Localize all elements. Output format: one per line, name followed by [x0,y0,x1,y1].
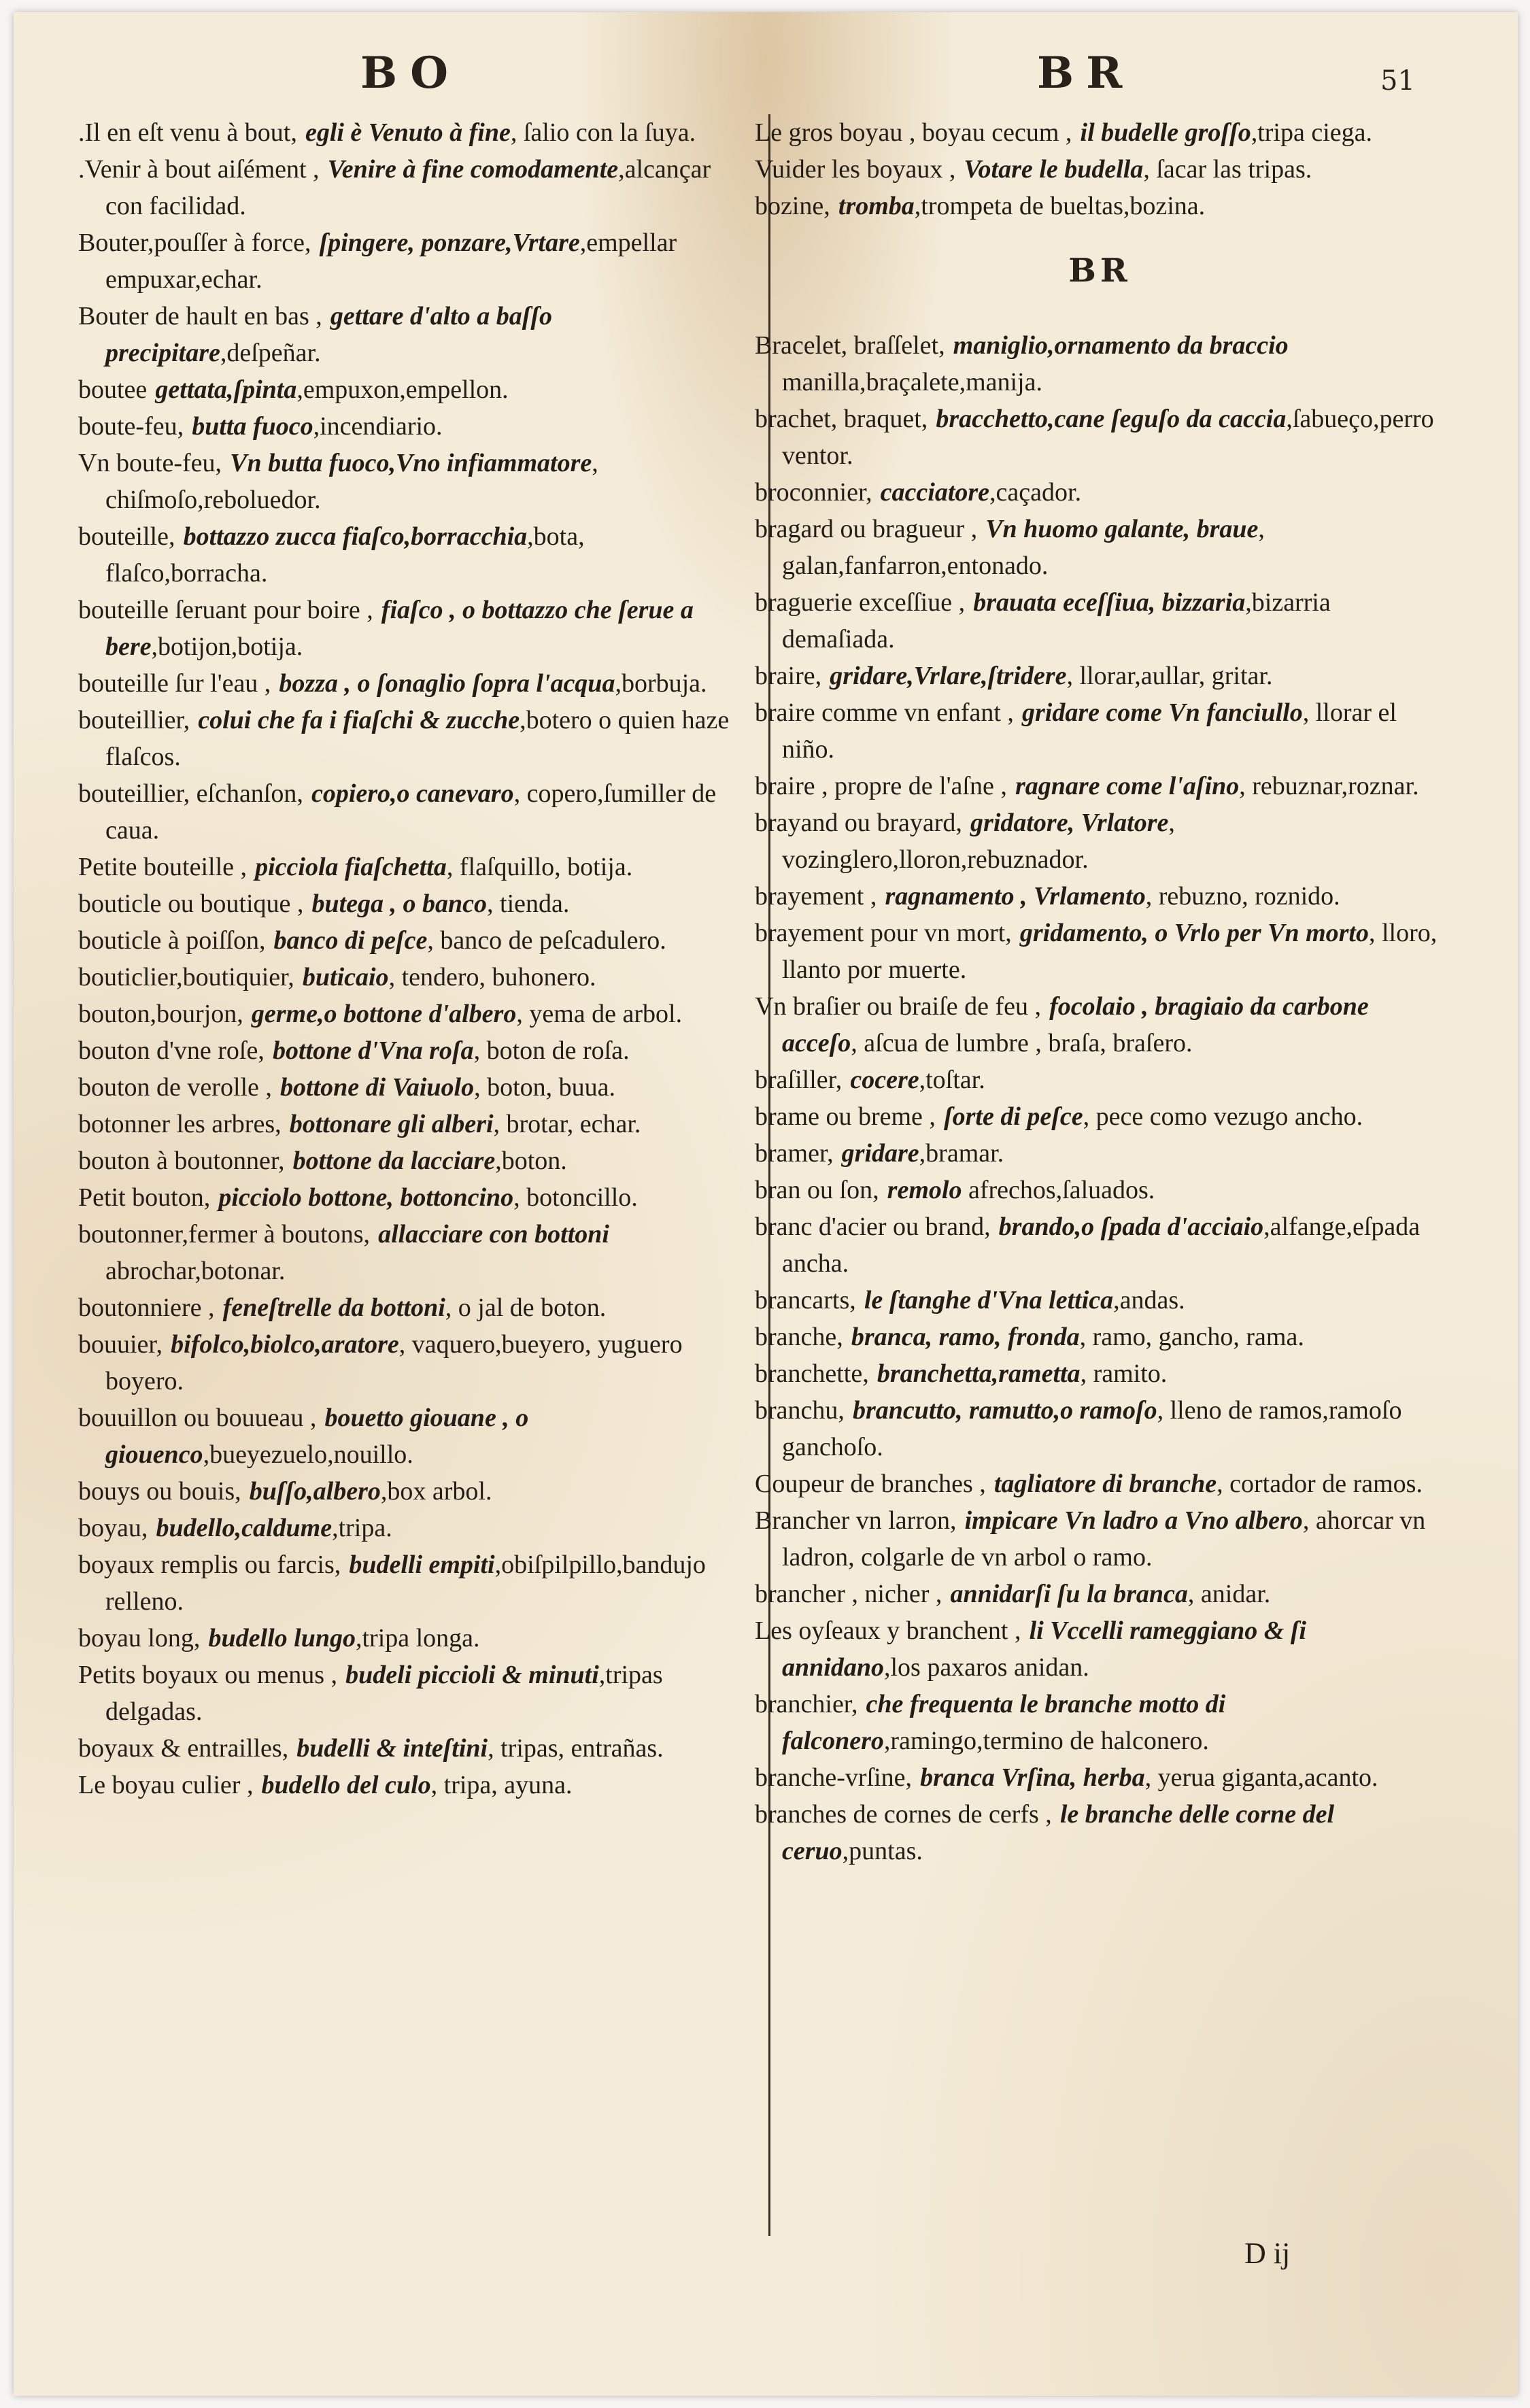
french-headword: boyaux & entrailles, [78,1734,289,1763]
french-headword: boutee [78,375,148,404]
french-headword: Bracelet, braſſelet, [755,331,945,360]
spanish-gloss: manilla,braçalete,manija. [782,368,1042,396]
french-headword: bouticle ou boutique , [78,889,304,918]
french-headword: bouteille ſur l'eau , [78,669,271,698]
dictionary-entry [78,702,731,775]
french-headword: .Il en eſt venu à bout, [78,118,297,147]
italian-gloss: cacciatore [880,478,990,507]
french-headword: bouteille ſeruant pour boire , [78,596,373,624]
spanish-gloss: , flaſquillo, botija. [446,853,633,881]
italian-gloss: maniglio,ornamento da braccio [953,331,1289,360]
dictionary-entry [755,658,1445,694]
spanish-gloss: , brotar, echar. [493,1110,641,1138]
spanish-gloss: ,tripa. [332,1514,392,1542]
spanish-gloss: , boton de roſa. [473,1036,630,1065]
dictionary-entry [78,1510,731,1546]
italian-gloss: bracchetto,cane ſeguſo da caccia [936,405,1287,433]
dictionary-entry [78,1179,731,1216]
spanish-gloss: , ſacar las tripas. [1143,155,1312,184]
dictionary-entry [78,775,731,849]
dictionary-entry [78,445,731,518]
italian-gloss: copiero,o canevaro [311,779,514,808]
italian-gloss: allacciare con bottoni [378,1220,609,1249]
italian-gloss: annidarſi ſu la branca [950,1580,1188,1608]
french-headword: boutonniere , [78,1293,215,1322]
spanish-gloss: , anidar. [1187,1580,1271,1608]
spanish-gloss: abrochar,botonar. [105,1257,286,1285]
french-headword: bouteillier, eſchanſon, [78,779,303,808]
italian-gloss: li Vccelli rameggiano & ſi annidano [782,1616,1306,1682]
italian-gloss: bottone da lacciare [292,1147,496,1175]
dictionary-entry [755,1612,1445,1686]
italian-gloss: butta fuoco [192,412,313,441]
italian-gloss: budelli empiti [349,1550,495,1579]
italian-gloss: il budelle groſſo [1080,118,1251,147]
spanish-gloss: ,andas. [1113,1286,1185,1315]
section-heading: BR [1068,252,1132,290]
italian-gloss: Votare le budella [964,155,1144,184]
spanish-gloss: ,tripa longa. [355,1624,480,1652]
italian-gloss: bottone d'Vna roſa [272,1036,474,1065]
french-headword: bouuillon ou bouueau , [78,1404,317,1432]
french-headword: braire , propre de l'aſne , [755,772,1007,800]
dictionary-entry [755,694,1445,768]
dictionary-entry [78,1546,731,1620]
dictionary-entry [78,885,731,922]
dictionary-entry [755,511,1445,584]
french-headword: bozine, [755,192,830,220]
italian-gloss: gridatore, Vrlatore [970,809,1169,837]
french-headword: bragard ou bragueur , [755,515,978,543]
french-headword: bran ou ſon, [755,1176,879,1204]
italian-gloss: brauata eceſſiua, bizzaria [973,588,1246,617]
dictionary-entry [755,1172,1445,1208]
spanish-gloss: , vaquero,bueyero, yuguero boyero. [105,1330,683,1395]
italian-gloss: budello del culo [261,1771,431,1799]
spanish-gloss: ,tripa ciega. [1251,118,1373,147]
french-headword: brame ou breme , [755,1102,936,1131]
spanish-gloss: ,puntas. [842,1837,923,1865]
dictionary-entry [755,1796,1445,1869]
italian-gloss: bozza , o ſonaglio ſopra l'acqua [279,669,615,698]
italian-gloss: le ſtanghe d'Vna lettica [864,1286,1114,1315]
spanish-gloss: , galan,fanfarron,entonado. [782,515,1265,580]
dictionary-entry [755,1098,1445,1135]
dictionary-entry [755,1135,1445,1172]
dictionary-entry [755,1686,1445,1759]
dictionary-entry [755,1465,1445,1502]
french-headword: bouton à boutonner, [78,1147,285,1175]
italian-gloss: ragnare come l'aſino [1015,772,1240,800]
italian-gloss: budello lungo [208,1624,356,1652]
french-headword: botonner les arbres, [78,1110,282,1138]
french-headword: braſiller, [755,1066,843,1094]
italian-gloss: egli è Venuto à fine [305,118,511,147]
spanish-gloss: , rebuznar,roznar. [1239,772,1419,800]
french-headword: boutonner,fermer à boutons, [78,1220,371,1249]
dictionary-entry [755,768,1445,804]
dictionary-entry [78,151,731,224]
spanish-gloss: ,botijon,botija. [151,632,303,661]
italian-gloss: budelli & inteſtini [296,1734,488,1763]
dictionary-entry [755,1759,1445,1796]
french-headword: bouticle à poiſſon, [78,926,266,955]
dictionary-entry [755,401,1445,474]
dictionary-entry [755,1208,1445,1282]
italian-gloss: branca Vrſina, herba [920,1763,1145,1792]
italian-gloss: bottonare gli alberi [289,1110,494,1138]
dictionary-entry [755,474,1445,511]
dictionary-entry [78,1289,731,1326]
spanish-gloss: afrechos,ſaluados. [962,1176,1155,1204]
spanish-gloss: ,bizarria demaſiada. [782,588,1331,654]
spanish-gloss: , chiſmoſo,reboluedor. [105,449,598,514]
italian-gloss: gridare [841,1139,919,1168]
italian-gloss: Vn huomo galante, braue [985,515,1259,543]
dictionary-entry [78,1473,731,1510]
spanish-gloss: ,incendiario. [313,412,443,441]
italian-gloss: picciolo bottone, bottoncino [218,1183,514,1212]
french-headword: boyau long, [78,1624,201,1652]
dictionary-entry [78,1142,731,1179]
spanish-gloss: ,box arbol. [380,1477,492,1506]
dictionary-entry [755,915,1445,988]
spanish-gloss: , tripas, entrañas. [488,1734,664,1763]
dictionary-entry [755,1282,1445,1319]
spanish-gloss: , vozinglero,lloron,rebuznador. [782,809,1175,874]
dictionary-entry [78,408,731,445]
french-headword: bouticlier,boutiquier, [78,963,294,991]
french-headword: Petit bouton, [78,1183,211,1212]
dictionary-entry [78,1767,731,1803]
italian-gloss: feneſtrelle da bottoni [222,1293,445,1322]
spanish-gloss: , aſcua de lumbre , braſa, braſero. [851,1029,1193,1057]
spanish-gloss: , yema de arbol. [516,1000,683,1028]
page-number: 51 [1380,65,1415,97]
italian-gloss: buticaio [302,963,389,991]
signature-mark: D ij [1244,2237,1291,2270]
italian-gloss: Venire à fine comodamente [327,155,619,184]
spanish-gloss: , boton, buua. [474,1073,616,1102]
spanish-gloss: ,bota, flaſco,borracha. [105,522,585,588]
dictionary-entry [755,804,1445,878]
italian-gloss: tagliatore di branche [993,1470,1217,1498]
italian-gloss: ragnamento , Vrlamento [885,882,1146,911]
italian-gloss: budeli piccioli & minuti [345,1661,599,1689]
french-headword: Les oyſeaux y branchent , [755,1616,1021,1645]
italian-gloss: gettare d'alto a baſſo precipitare [105,302,553,367]
french-headword: Bouter,pouſſer à force, [78,228,311,257]
dictionary-entry [78,959,731,996]
dictionary-entry [755,584,1445,658]
spanish-gloss: ,bueyezuelo,nouillo. [203,1440,413,1469]
dictionary-entry [78,922,731,959]
spanish-gloss: ,empuxon,empellon. [296,375,509,404]
french-headword: braire comme vn enfant , [755,698,1014,727]
spanish-gloss: , banco de peſcadulero. [427,926,666,955]
french-headword: Coupeur de branches , [755,1470,986,1498]
italian-gloss: bouetto giouane , o giouenco [105,1404,529,1469]
italian-gloss: gridamento, o Vrlo per Vn morto [1019,919,1369,947]
french-headword: boute-feu, [78,412,184,441]
dictionary-entry [755,988,1445,1062]
french-headword: bouys ou bouis, [78,1477,241,1506]
right-top-entries [755,114,1445,224]
italian-gloss: gettata,ſpinta [155,375,297,404]
spanish-gloss: , copero,ſumiller de caua. [105,779,717,845]
french-headword: bouton,bourjon, [78,1000,243,1028]
french-headword: Petits boyaux ou menus , [78,1661,338,1689]
french-headword: bramer, [755,1139,834,1168]
dictionary-entry [755,114,1445,151]
running-head-right: BR [1037,48,1135,99]
spanish-gloss: ,botero o quien haze flaſcos. [105,706,730,771]
spanish-gloss: ,alfange,eſpada ancha. [782,1213,1421,1278]
italian-gloss: branca, ramo, fronda [851,1323,1080,1351]
italian-gloss: branchetta,rametta [877,1359,1081,1388]
spanish-gloss: , rebuzno, roznido. [1145,882,1340,911]
dictionary-entry [755,188,1445,224]
french-headword: bouteille, [78,522,175,551]
french-headword: brancher , nicher , [755,1580,942,1608]
dictionary-entry [755,1355,1445,1392]
spanish-gloss: ,alcançar con facilidad. [105,155,711,220]
french-headword: branches de cornes de cerfs , [755,1800,1052,1829]
french-headword: Vn boute-feu, [78,449,222,477]
italian-gloss: bifolco,biolco,aratore [171,1330,399,1359]
italian-gloss: budello,caldume [156,1514,333,1542]
italian-gloss: tromba [838,192,915,220]
italian-gloss: colui che fa i fiaſchi & zucche [198,706,520,734]
dictionary-entry [78,298,731,371]
italian-gloss: ſpingere, ponzare,Vrtare [319,228,580,257]
italian-gloss: che frequenta le branche motto di falconero [782,1690,1226,1755]
french-headword: bouteillier, [78,706,190,734]
dictionary-entry [78,1730,731,1767]
french-headword: bouton de verolle , [78,1073,272,1102]
spanish-gloss: ,los paxaros anidan. [883,1653,1089,1682]
dictionary-entry [78,1106,731,1142]
dictionary-entry [755,1576,1445,1612]
french-headword: branchier, [755,1690,858,1718]
french-headword: boyaux remplis ou farcis, [78,1550,341,1579]
french-headword: Petite bouteille , [78,853,248,881]
dictionary-entry [78,996,731,1032]
french-headword: branche-vrſine, [755,1763,913,1792]
dictionary-entry [78,114,731,151]
french-headword: .Venir à bout aiſément , [78,155,320,184]
italian-gloss: focolaio , bragiaio da carbone acceſo [782,992,1369,1057]
dictionary-entry [78,1032,731,1069]
spanish-gloss: , lloro, llanto por muerte. [782,919,1438,984]
italian-gloss: brando,o ſpada d'acciaio [998,1213,1264,1241]
french-headword: brancarts, [755,1286,856,1315]
italian-gloss: impicare Vn ladro a Vno albero [964,1506,1303,1535]
dictionary-entry [78,224,731,298]
spanish-gloss: ,trompeta de bueltas,bozina. [914,192,1206,220]
italian-gloss: gridare,Vrlare,ſtridere [830,662,1067,690]
french-headword: brachet, braquet, [755,405,928,433]
spanish-gloss: , ramito. [1080,1359,1168,1388]
italian-gloss: Vn butta fuoco,Vno infiammatore [230,449,592,477]
spanish-gloss: , tienda. [487,889,570,918]
spanish-gloss: , pece como vezugo ancho. [1083,1102,1363,1131]
dictionary-entry [755,151,1445,188]
left-column [78,114,731,1803]
dictionary-entry [78,592,731,665]
dictionary-entry [78,1657,731,1730]
spanish-gloss: , lleno de ramos,ramoſo ganchoſo. [782,1396,1402,1461]
right-main-entries [755,327,1445,1869]
dictionary-entry [78,665,731,702]
french-headword: bouuier, [78,1330,163,1359]
spanish-gloss: , llorar,aullar, gritar. [1066,662,1273,690]
french-headword: broconnier, [755,478,872,507]
italian-gloss: fiaſco , o bottazzo che ſerue a bere [105,596,694,661]
french-headword: boyau, [78,1514,148,1542]
spanish-gloss: ,ramingo,termino de halconero. [883,1727,1209,1755]
dictionary-entry [78,1400,731,1473]
italian-gloss: butega , o banco [311,889,488,918]
italian-gloss: bottazzo zucca fiaſco,borracchia [183,522,528,551]
italian-gloss: germe,o bottone d'albero [251,1000,517,1028]
spanish-gloss: ,borbuja. [615,669,707,698]
french-headword: brayement , [755,882,877,911]
italian-gloss: gridare come Vn fanciullo [1021,698,1303,727]
dictionary-entry [755,1062,1445,1098]
spanish-gloss: , yerua giganta,acanto. [1144,1763,1378,1792]
dictionary-entry [78,1216,731,1289]
dictionary-entry [755,1319,1445,1355]
spanish-gloss: ,tripas delgadas. [105,1661,663,1726]
spanish-gloss: , o jal de boton. [445,1293,607,1322]
italian-gloss: banco di peſce [273,926,428,955]
spanish-gloss: , ramo, gancho, rama. [1079,1323,1304,1351]
french-headword: Brancher vn larron, [755,1506,957,1535]
spanish-gloss: ,ſabueço,perro ventor. [782,405,1434,470]
spanish-gloss: ,caçador. [989,478,1082,507]
italian-gloss: bottone di Vaiuolo [280,1073,475,1102]
french-headword: branche, [755,1323,843,1351]
spanish-gloss: ,deſpeñar. [220,339,321,367]
dictionary-entry [78,1326,731,1400]
dictionary-entry [755,1392,1445,1465]
spanish-gloss: ,bramar. [919,1139,1004,1168]
running-head-left: BO [360,48,461,99]
french-headword: Le boyau culier , [78,1771,254,1799]
spanish-gloss: ,empellar empuxar,echar. [105,228,677,294]
spanish-gloss: ,boton. [495,1147,567,1175]
dictionary-entry [755,878,1445,915]
spanish-gloss: ,toſtar. [919,1066,985,1094]
dictionary-entry [755,1502,1445,1576]
book-page [14,12,1518,2396]
french-headword: braguerie exceſſiue , [755,588,966,617]
italian-gloss: remolo [887,1176,962,1204]
spanish-gloss: , ahorcar vn ladron, colgarle de vn arbol o ramo. [782,1506,1426,1572]
italian-gloss: brancutto, ramutto,o ramoſo [852,1396,1157,1425]
italian-gloss: ſorte di peſce [943,1102,1083,1131]
italian-gloss: buſſo,albero [249,1477,381,1506]
french-headword: Le gros boyau , boyau cecum , [755,118,1072,147]
italian-gloss: cocere [850,1066,919,1094]
dictionary-entry [78,849,731,885]
french-headword: branchu, [755,1396,845,1425]
dictionary-entry [755,327,1445,401]
spanish-gloss: , tendero, buhonero. [388,963,596,991]
italian-gloss: picciola fiaſchetta [255,853,447,881]
spanish-gloss: , llorar el niño. [782,698,1397,764]
italian-gloss: le branche delle corne del ceruo [782,1800,1335,1865]
spanish-gloss: , cortador de ramos. [1217,1470,1423,1498]
spanish-gloss: ,obiſpilpillo,bandujo relleno. [105,1550,706,1616]
dictionary-entry [78,371,731,408]
french-headword: braire, [755,662,822,690]
french-headword: brayand ou brayard, [755,809,962,837]
french-headword: bouton d'vne roſe, [78,1036,265,1065]
french-headword: brayement pour vn mort, [755,919,1012,947]
french-headword: Vn braſier ou braiſe de feu , [755,992,1041,1021]
french-headword: branchette, [755,1359,869,1388]
spanish-gloss: , botoncillo. [513,1183,638,1212]
dictionary-entry [78,518,731,592]
french-headword: branc d'acier ou brand, [755,1213,991,1241]
right-column [755,114,1445,1869]
french-headword: Vuider les boyaux , [755,155,956,184]
dictionary-entry [78,1620,731,1657]
spanish-gloss: , tripa, ayuna. [430,1771,573,1799]
spanish-gloss: , ſalio con la ſuya. [510,118,696,147]
dictionary-entry [78,1069,731,1106]
french-headword: Bouter de hault en bas , [78,302,322,330]
